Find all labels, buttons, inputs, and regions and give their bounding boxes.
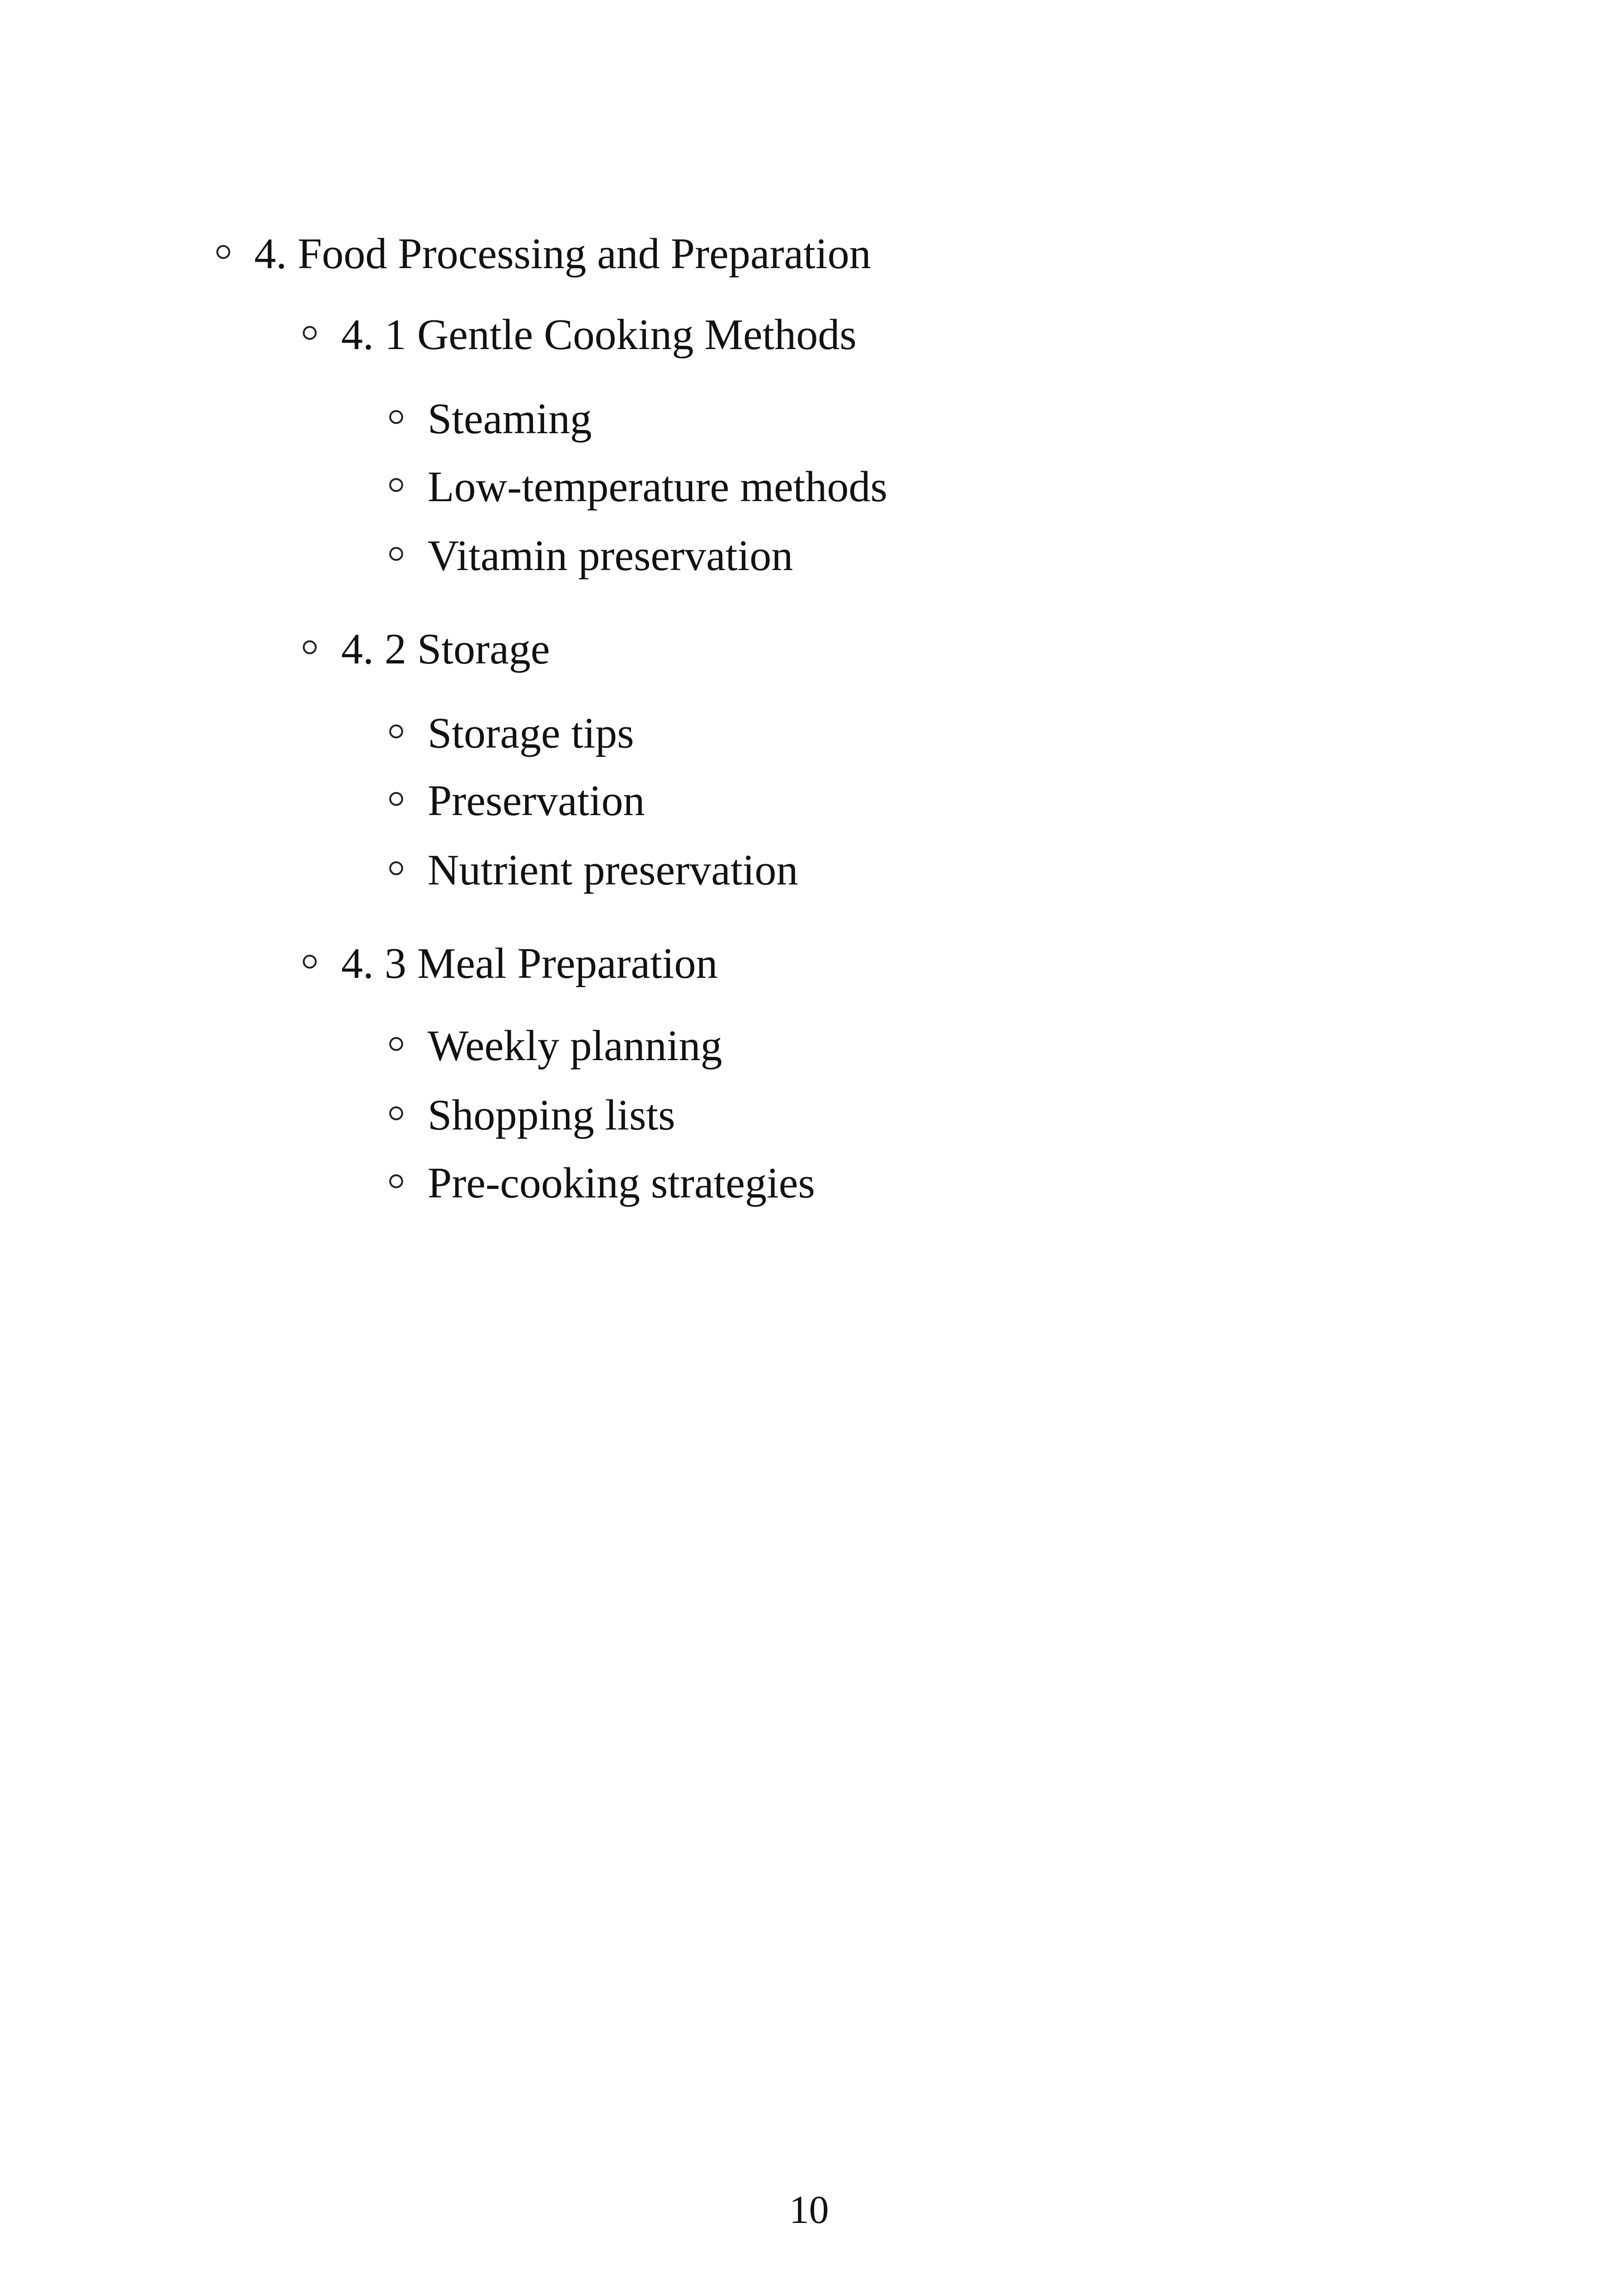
page-number: 10 [789,2187,829,2232]
hollow-circle-bullet-icon [303,640,317,654]
outline-item: Preservation [428,777,645,825]
hollow-circle-bullet-icon [303,955,317,969]
outline-item: Pre-cooking strategies [428,1159,815,1207]
subsection-title: 4. 3 Meal Preparation [341,939,718,988]
hollow-circle-bullet-icon [216,245,230,259]
subsection-title: 4. 1 Gentle Cooking Methods [341,311,857,359]
hollow-circle-bullet-icon [389,724,403,738]
hollow-circle-bullet-icon [389,547,403,561]
hollow-circle-bullet-icon [389,1174,403,1188]
outline-item: Low-temperature methods [428,463,888,511]
outline-item: Vitamin preservation [428,532,793,580]
outline-item: Nutrient preservation [428,846,798,894]
outline-item: Shopping lists [428,1091,675,1139]
section-title: 4. Food Processing and Preparation [254,230,871,278]
outline-item: Steaming [428,395,592,443]
hollow-circle-bullet-icon [389,478,403,492]
hollow-circle-bullet-icon [389,1037,403,1051]
outline-item: Weekly planning [428,1022,723,1070]
hollow-circle-bullet-icon [303,326,317,340]
subsection-title: 4. 2 Storage [341,625,550,673]
hollow-circle-bullet-icon [389,792,403,806]
hollow-circle-bullet-icon [389,1106,403,1120]
hollow-circle-bullet-icon [389,410,403,424]
hollow-circle-bullet-icon [389,861,403,875]
outline-item: Storage tips [428,709,634,757]
